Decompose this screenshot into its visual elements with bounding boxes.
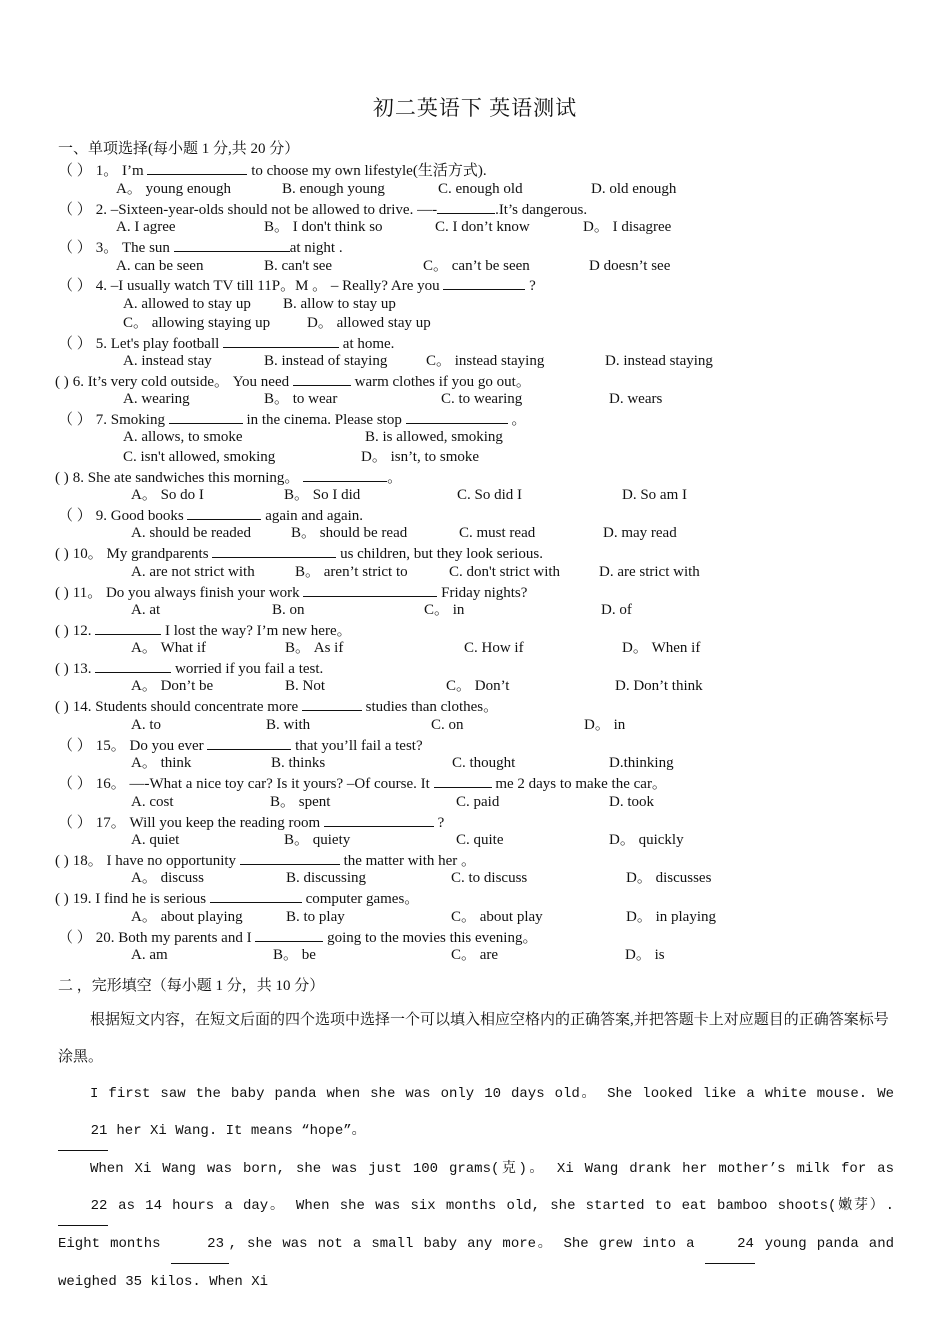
question-stem [55,658,323,679]
answer-paren[interactable]: （ ） [58,336,92,352]
answer-blank [212,543,336,558]
stem-text: 16。 —-What a nice toy car? Is it yours? –Of course. It [95,776,434,792]
answer-paren[interactable]: （ ） [58,508,92,524]
passage-text: young panda and weighed 35 kilos. When Xi [58,1236,895,1290]
stem-text: 2. –Sixteen-year-olds should not be allowed to drive. —- [95,202,438,218]
option-c: C. thought [452,755,516,771]
option-d: D.thinking [609,755,674,771]
answer-paren[interactable]: （ ） [58,202,92,218]
stem-text: 1。 I’m [95,163,148,179]
answer-paren[interactable]: ( ) [55,661,69,677]
section-1-heading: 一、单项选择(每小题 1 分,共 20 分） [58,141,300,157]
answer-paren[interactable]: ( ) [55,546,69,562]
option-c: C。 in [424,602,465,618]
answer-paren[interactable]: （ ） [58,412,92,428]
stem-text: 6. It’s very cold outside。 You need [72,374,293,390]
answer-paren[interactable]: ( ) [55,623,69,639]
answer-blank [303,467,387,482]
option-a: A。 discuss [131,870,204,886]
option-a: A. am [131,947,168,963]
stem-text: 13. [72,661,96,677]
option-c: C. How if [464,640,524,656]
stem-text: 5. Let's play football [95,336,224,352]
stem-text: 18。 I have no opportunity [72,853,240,869]
option-b: D。 allowed stay up [307,315,431,331]
option-b: B。 spent [270,794,331,810]
option-a: A. allows, to smoke [123,429,243,445]
stem-text: studies than clothes。 [361,699,499,715]
option-a: A。 So do I [131,487,204,503]
answer-paren[interactable]: （ ） [58,776,92,792]
stem-text: me 2 days to make the car。 [491,776,667,792]
passage-text: , she was not a small baby any more。 She grew into a [228,1236,705,1252]
cloze-passage [58,1076,894,1301]
option-b: B。 should be read [291,525,408,541]
stem-text: 10。 My grandparents [72,546,213,562]
answer-blank [437,199,495,214]
stem-text: warm clothes if you go out。 [350,374,531,390]
option-a: A. wearing [123,391,190,407]
cloze-instruction: 根据短文内容，在短文后面的四个选项中选择一个可以填入相应空格内的正确答案,并把答题卡上对应题目的正确答案标号涂黑。 [58,1012,889,1065]
stem-text: 20. Both my parents and I [95,930,256,946]
option-d: D. are strict with [599,564,700,580]
answer-paren[interactable]: （ ） [58,163,92,179]
stem-text: 11。 Do you always finish your work [72,585,304,601]
option-a: A. cost [131,794,174,810]
stem-text: 3。 The sun [95,240,174,256]
option-b: B. allow to stay up [283,296,396,312]
stem-text: 15。 Do you ever [95,738,208,754]
question-stem [58,333,394,354]
question-stem [58,812,444,833]
blank-24[interactable]: 24 [705,1226,755,1264]
option-c: C. quite [456,832,504,848]
stem-text: at home. [339,336,395,352]
option-c: C. So did I [457,487,523,503]
option-b: D。 isn’t, to smoke [361,449,480,465]
question-stem [55,467,402,488]
answer-blank [169,409,243,424]
answer-paren[interactable]: （ ） [58,278,92,294]
option-c: C。 Don’t [446,678,510,694]
answer-paren[interactable]: ( ) [55,470,69,486]
option-c: C. to wearing [441,391,523,407]
answer-paren[interactable]: ( ) [55,585,69,601]
stem-text: in the cinema. Please stop [242,412,406,428]
stem-text: computer games。 [301,891,420,907]
option-a: A. quiet [131,832,180,848]
option-d: D. took [609,794,654,810]
option-c: C. enough old [438,181,523,197]
option-c: C. I don’t know [435,219,530,235]
question-stem [58,199,587,220]
answer-blank [187,505,261,520]
option-d: D。 in [584,717,626,733]
question-stem [58,275,536,296]
answer-paren[interactable]: ( ) [55,853,69,869]
option-b: B. with [266,717,311,733]
option-b: B. is allowed, smoking [365,429,503,445]
option-d: D。 When if [622,640,701,656]
answer-paren[interactable]: （ ） [58,240,92,256]
stem-text: the matter with her 。 [339,853,477,869]
option-a: C。 allowing staying up [123,315,271,331]
stem-text: 。 [387,470,403,486]
answer-paren[interactable]: （ ） [58,930,92,946]
option-d: D. wears [609,391,663,407]
stem-text: us children, but they look serious. [336,546,543,562]
page-title: 初二英语下 英语测试 [372,96,578,120]
option-b: B。 to wear [264,391,338,407]
option-a: A。 about playing [131,909,243,925]
question-stem [55,888,419,909]
option-d: D. Don’t think [615,678,703,694]
answer-blank [147,160,247,175]
passage-paragraph-1 [58,1076,894,1151]
answer-blank [174,237,290,252]
option-d: D. So am I [622,487,687,503]
option-c: C。 are [451,947,499,963]
stem-text: .It’s dangerous. [495,202,588,218]
passage-paragraph-2 [58,1151,894,1301]
option-b: B. Not [285,678,326,694]
option-c: C. don't strict with [449,564,561,580]
stem-text: 8. She ate sandwiches this morning。 [72,470,304,486]
stem-text: ? [525,278,536,294]
option-d: D。 in playing [626,909,716,925]
option-d: D. may read [603,525,677,541]
option-a: A. at [131,602,161,618]
option-c: C。 instead staying [426,353,545,369]
answer-paren[interactable]: ( ) [55,891,69,907]
answer-paren[interactable]: （ ） [58,738,92,754]
question-stem [55,850,476,871]
option-b: B. thinks [271,755,326,771]
answer-blank [223,333,339,348]
question-stem [55,620,352,641]
stem-text: 4. –I usually watch TV till 11P。M 。 – Really? Are you [95,278,444,294]
option-c: C。 can’t be seen [423,258,530,274]
option-a: A. should be readed [131,525,251,541]
stem-text: 17。 Will you keep the reading room [95,815,324,831]
stem-text: 。 [507,412,527,428]
stem-text: worried if you fail a test. [171,661,324,677]
stem-text: at night . [289,240,343,256]
section-2-heading: 二 ，完形填空（每小题 1 分，共 10 分） [58,978,325,994]
question-stem [58,735,423,756]
option-c: C. paid [456,794,500,810]
option-d: D。 quickly [609,832,684,848]
answer-paren[interactable]: （ ） [58,815,92,831]
option-d: D。 discusses [626,870,712,886]
option-a: A. to [131,717,161,733]
answer-blank [302,696,362,711]
option-b: B。 As if [285,640,344,656]
question-stem [55,371,531,392]
option-d: D. of [601,602,632,618]
answer-paren[interactable]: ( ) [55,374,69,390]
answer-blank [240,850,340,865]
stem-text: Friday nights? [437,585,528,601]
passage-text: her Xi Wang. It means “hope”。 [108,1123,366,1139]
stem-text: to choose my own lifestyle(生活方式). [247,163,487,179]
option-d: D. instead staying [605,353,713,369]
answer-blank [324,812,434,827]
answer-blank [406,409,508,424]
option-b: B. on [272,602,305,618]
option-b: B. to play [286,909,345,925]
stem-text: 19. I find he is serious [72,891,210,907]
option-b: B. discussing [286,870,367,886]
blank-22[interactable]: 22 [58,1188,108,1226]
stem-text: 12. [72,623,96,639]
question-stem [55,696,498,717]
option-a: A. can be seen [116,258,204,274]
answer-blank [443,275,525,290]
question-stem [58,409,526,430]
passage-text: When Xi Wang was born, she was just 100 grams(克)。 Xi Wang drank her mother’s milk for as [90,1161,894,1177]
answer-blank [303,582,437,597]
option-c: C。 about play [451,909,543,925]
stem-text: 9. Good books [95,508,188,524]
option-a: A. I agree [116,219,176,235]
option-b: B. enough young [282,181,385,197]
option-b: B。 aren’t strict to [295,564,408,580]
option-b: B。 I don't think so [264,219,383,235]
option-a: A。 young enough [116,181,231,197]
blank-21[interactable]: 21 [58,1113,108,1151]
option-a: A. are not strict with [131,564,255,580]
stem-text: that you’ll fail a test? [291,738,423,754]
option-a: A. allowed to stay up [123,296,251,312]
option-a: A。 Don’t be [131,678,214,694]
option-b: B. can't see [264,258,333,274]
answer-blank [255,927,323,942]
option-d: D。 I disagree [583,219,672,235]
option-c: C. to discuss [451,870,528,886]
option-a: A. instead stay [123,353,212,369]
answer-blank [207,735,291,750]
blank-23[interactable]: 23 [171,1226,229,1264]
passage-text: as 14 hours a day。 When she was six months old, she started to eat bamboo shoots(嫩芽）. Eight months [58,1198,894,1252]
option-b: B。 be [273,947,316,963]
option-d: D. old enough [591,181,677,197]
option-a: C. isn't allowed, smoking [123,449,276,465]
answer-blank [95,658,171,673]
question-stem [58,237,343,258]
question-stem [58,927,537,948]
answer-blank [210,888,302,903]
stem-text: 7. Smoking [95,412,169,428]
stem-text: 14. Students should concentrate more [72,699,302,715]
option-b: B。 So I did [284,487,361,503]
option-c: C. on [431,717,464,733]
stem-text: ? [433,815,445,831]
option-c: C. must read [459,525,536,541]
option-b: B。 quiety [284,832,351,848]
question-stem [55,582,527,603]
question-stem [58,505,363,526]
answer-paren[interactable]: ( ) [55,699,69,715]
answer-blank [434,773,492,788]
stem-text: again and again. [261,508,364,524]
option-d: D doesn’t see [589,258,671,274]
answer-blank [95,620,161,635]
question-stem [58,160,487,181]
stem-text: I lost the way? I’m new here。 [161,623,352,639]
option-b: B. instead of staying [264,353,388,369]
option-a: A。 think [131,755,192,771]
option-d: D。 is [625,947,665,963]
question-stem [58,773,667,794]
answer-blank [293,371,351,386]
stem-text: going to the movies this evening。 [323,930,538,946]
question-stem [55,543,543,564]
option-a: A。 What if [131,640,206,656]
passage-text: I first saw the baby panda when she was only 10 days old。 She looked like a white mouse. We [90,1086,894,1102]
